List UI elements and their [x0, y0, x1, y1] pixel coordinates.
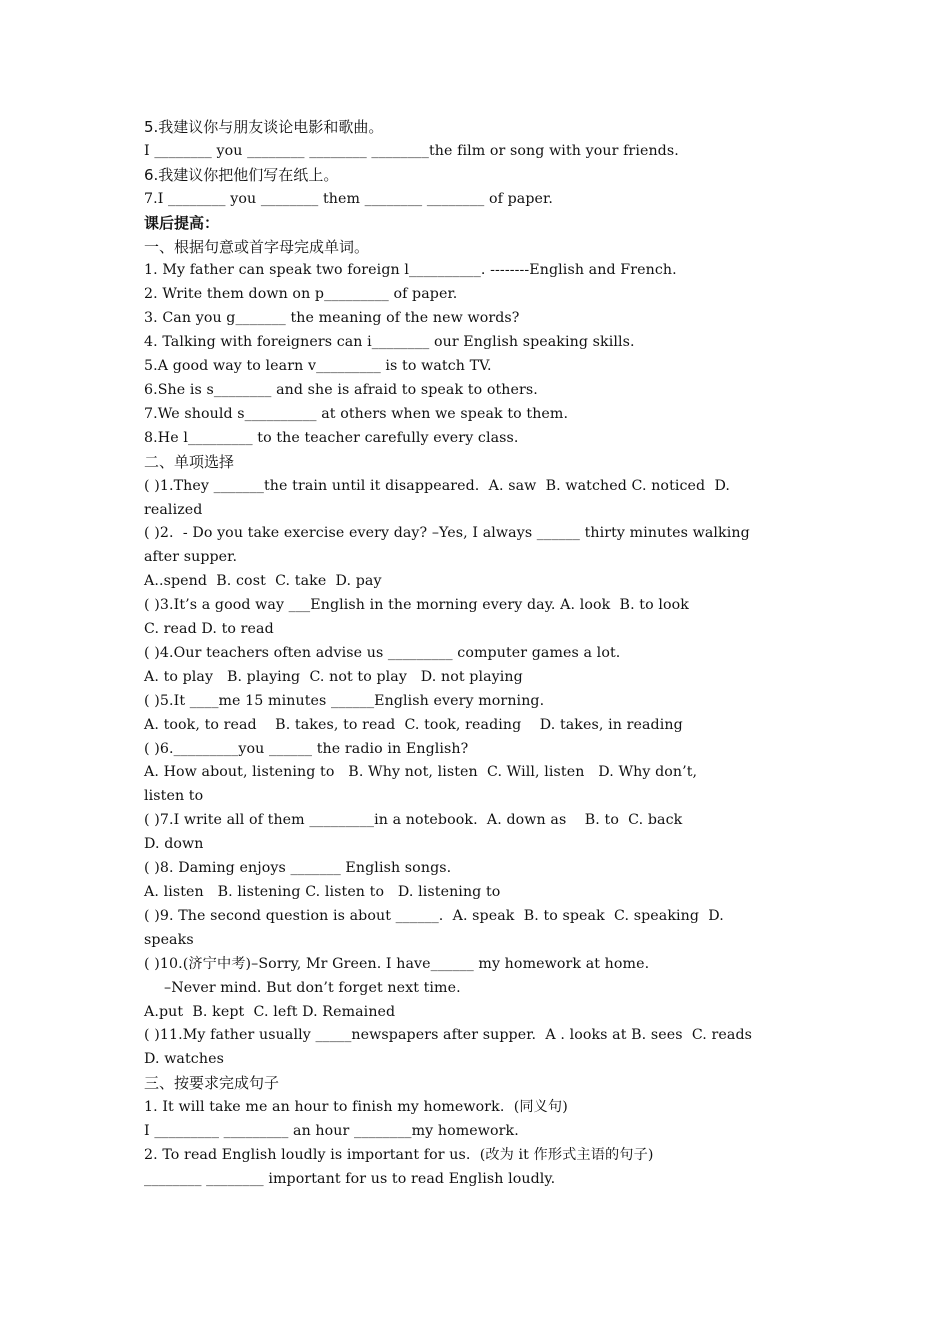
section2-line: D. watches — [144, 1051, 224, 1068]
section2-line: A.put B. kept C. left D. Remained — [144, 1003, 396, 1020]
after-class-title: 课后提高： — [144, 213, 220, 232]
section2-line: speaks — [144, 931, 194, 948]
section2-line: D. down — [144, 836, 204, 853]
section2-line: ( )3.It’s a good way ___English in the morning every day. A. look B. to look — [144, 597, 689, 614]
section1-item: 8.He l_________ to the teacher carefully every class. — [144, 429, 519, 446]
section3-line: I _________ _________ an hour ________my homework. — [144, 1123, 519, 1140]
review-q7-english: 7.I ________ you ________ them ________ ________ of paper. — [144, 190, 553, 207]
section3-line: 1. It will take me an hour to finish my homework. (同义句) — [144, 1099, 568, 1116]
section2-line: ( )11.My father usually _____newspapers after supper. A . looks at B. sees C. reads — [144, 1027, 753, 1044]
section2-line: ( )1.They _______the train until it disappeared. A. saw B. watched C. noticed D. — [144, 477, 731, 494]
section2-line: A. took, to read B. takes, to read C. took, reading D. takes, in reading — [144, 716, 683, 733]
review-q6-chinese: 6.我建议你把他们写在纸上。 — [144, 165, 339, 184]
section2-line: ( )10.(济宁中考)–Sorry, Mr Green. I have______ my homework at home. — [144, 955, 650, 972]
section2-line: A..spend B. cost C. take D. pay — [144, 573, 382, 590]
section3-line: ________ ________ important for us to read English loudly. — [144, 1170, 556, 1187]
section2-line: ( )8. Daming enjoys _______ English songs. — [144, 860, 452, 877]
section1-item: 5.A good way to learn v_________ is to watch TV. — [144, 358, 492, 375]
section2-line: ( )7.I write all of them _________in a notebook. A. down as B. to C. back — [144, 812, 683, 829]
section2-line: ( )4.Our teachers often advise us _________ computer games a lot. — [144, 644, 621, 661]
section2-line: C. read D. to read — [144, 621, 274, 638]
section2-line: A. How about, listening to B. Why not, listen C. Will, listen D. Why don’t, — [144, 764, 698, 781]
section2-title: 二、单项选择 — [144, 452, 235, 471]
worksheet-content — [144, 116, 808, 1192]
section1-item: 6.She is s________ and she is afraid to speak to others. — [144, 381, 538, 398]
section2-line: –Never mind. But don’t forget next time. — [164, 979, 461, 996]
review-q5-chinese: 5.我建议你与朋友谈论电影和歌曲。 — [144, 118, 384, 136]
section1-item: 2. Write them down on p_________ of paper. — [144, 286, 458, 303]
section3-title: 三、按要求完成句子 — [144, 1074, 280, 1093]
section1-item: 1. My father can speak two foreign l__________. --------English and French. — [144, 262, 677, 279]
review-q5-english: I ________ you ________ ________ ________the film or song with your friends. — [144, 142, 679, 159]
section3-line: 2. To read English loudly is important for us. (改为 it 作形式主语的句子) — [144, 1146, 654, 1163]
section2-line: realized — [144, 501, 203, 518]
section2-line: A. listen B. listening C. listen to D. listening to — [144, 884, 501, 900]
section2-line: listen to — [144, 788, 204, 805]
section1-title: 一、根据句意或首字母完成单词。 — [144, 237, 370, 256]
section2-line: ( )2. - Do you take exercise every day? –Yes, I always ______ thirty minutes walking — [144, 525, 750, 542]
section1-item: 7.We should s__________ at others when we speak to them. — [144, 405, 569, 422]
section2-line: ( )9. The second question is about ______. A. speak B. to speak C. speaking D. — [144, 907, 724, 924]
section2-line: ( )6._________you ______ the radio in English? — [144, 740, 469, 757]
section1-item: 3. Can you g_______ the meaning of the new words? — [144, 310, 520, 327]
section1-item: 4. Talking with foreigners can i________ our English speaking skills. — [144, 334, 635, 351]
section2-line: after supper. — [144, 549, 238, 566]
section2-line: A. to play B. playing C. not to play D. not playing — [144, 668, 523, 685]
section2-line: ( )5.It ____me 15 minutes ______English every morning. — [144, 692, 545, 709]
